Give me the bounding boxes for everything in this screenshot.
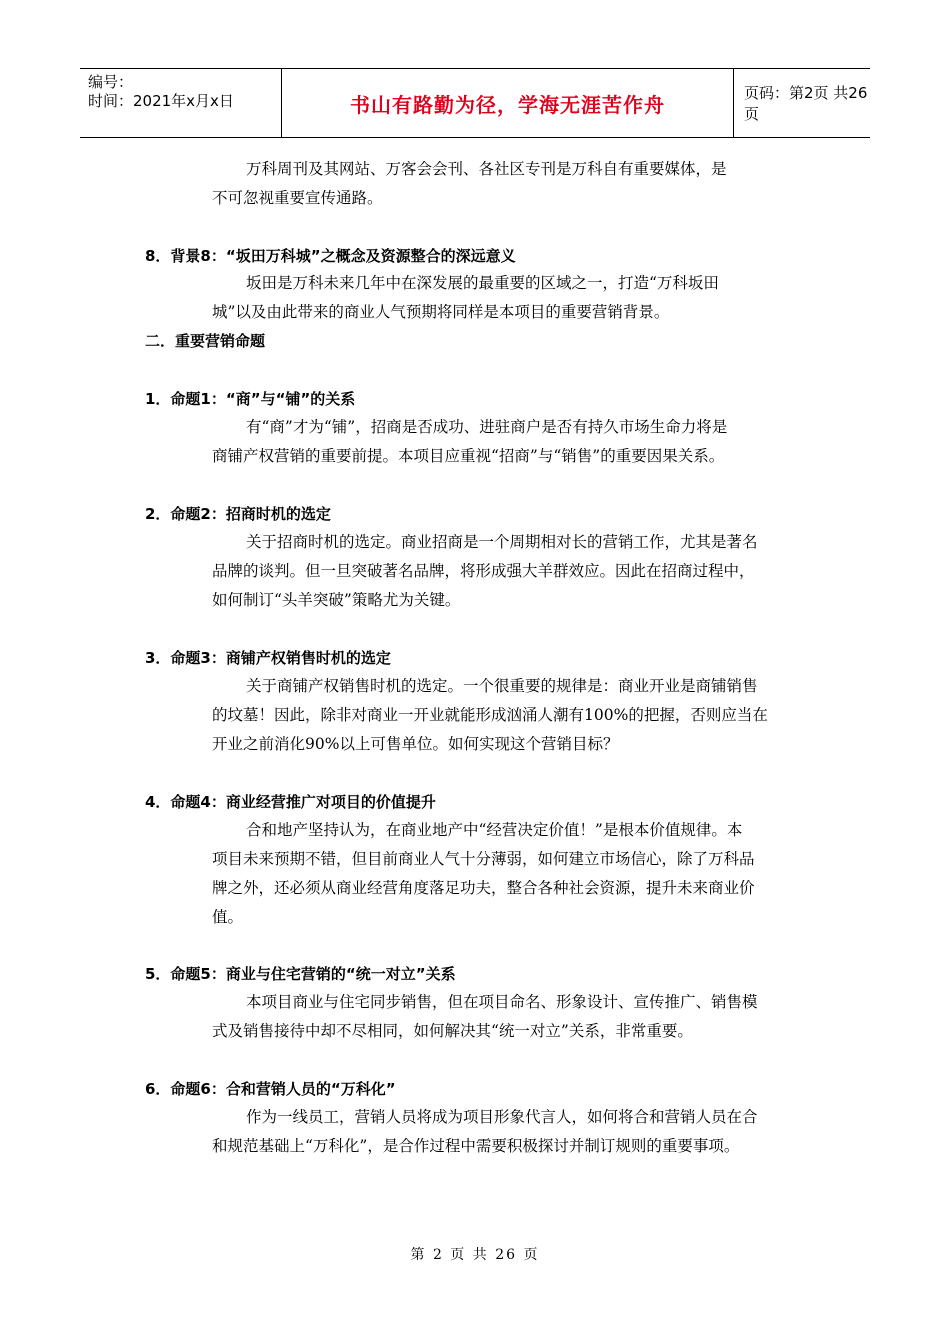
paragraph-line: 的坟墓！因此，除非对商业一开业就能形成汹涌人潮有100%的把握，否则应当在 (212, 706, 768, 724)
paragraph-topic-3 (212, 672, 832, 759)
section-heading-topic-4: 4．命题4：商业经营推广对项目的价值提升 (145, 793, 436, 811)
section-heading-topic-5: 5．命题5：商业与住宅营销的“统一对立”关系 (145, 965, 456, 983)
paragraph-line: 值。 (212, 908, 244, 926)
section-heading-topic-6: 6．命题6：合和营销人员的“万科化” (145, 1080, 396, 1098)
header-meta-cell (80, 69, 282, 137)
paragraph-line: 城”以及由此带来的商业人气预期将同样是本项目的重要营销背景。 (212, 303, 670, 321)
page-header (80, 68, 870, 138)
motto-text: 书山有路勤为径，学海无涯苦作舟 (350, 92, 665, 117)
paragraph-topic-2 (212, 528, 832, 615)
section-heading-topic-3: 3．命题3：商铺产权销售时机的选定 (145, 649, 391, 667)
paragraph-line: 开业之前消化90%以上可售单位。如何实现这个营销目标？ (212, 735, 619, 753)
chapter-heading-marketing-topics: 二．重要营销命题 (145, 332, 266, 350)
paragraph-line: 合和地产坚持认为，在商业地产中“经营决定价值！”是根本价值规律。本 (246, 821, 743, 839)
paragraph-line: 关于商铺产权销售时机的选定。一个很重要的规律是：商业开业是商铺销售 (246, 677, 758, 695)
paragraph-line: 牌之外，还必须从商业经营角度落足功夫，整合各种社会资源，提升未来商业价 (212, 879, 755, 897)
paragraph-line: 项目未来预期不错，但目前商业人气十分薄弱，如何建立市场信心，除了万科品 (212, 850, 755, 868)
paragraph-line: 和规范基础上“万科化”，是合作过程中需要积极探讨并制订规则的重要事项。 (212, 1137, 740, 1155)
section-heading-topic-2: 2．命题2：招商时机的选定 (145, 505, 331, 523)
paragraph-line: 如何制订“头羊突破”策略尤为关键。 (212, 591, 461, 609)
paragraph-line: 式及销售接待中却不尽相同，如何解决其“统一对立”关系，非常重要。 (212, 1022, 693, 1040)
paragraph-topic-6 (212, 1103, 832, 1161)
paragraph-line: 品牌的谈判。但一旦突破著名品牌，将形成强大羊群效应。因此在招商过程中， (212, 562, 755, 580)
paragraph-line: 作为一线员工，营销人员将成为项目形象代言人，如何将合和营销人员在合 (246, 1108, 758, 1126)
paragraph-line: 本项目商业与住宅同步销售，但在项目命名、形象设计、宣传推广、销售模 (246, 993, 758, 1011)
paragraph-line: 不可忽视重要宣传通路。 (212, 189, 383, 207)
section-heading-topic-1: 1．命题1：“商”与“铺”的关系 (145, 390, 356, 408)
page-info-text: 页码：第2页 共26页 (744, 84, 868, 123)
paragraph-line: 坂田是万科未来几年中在深发展的最重要的区域之一，打造“万科坂田 (246, 274, 719, 292)
paragraph-bantian (212, 269, 812, 327)
page-footer: 第 2 页 共 26 页 (410, 1247, 540, 1263)
document-number-label: 编号： (88, 73, 134, 91)
header-motto-cell (282, 69, 734, 137)
paragraph-topic-5 (212, 988, 832, 1046)
paragraph-topic-4 (212, 816, 832, 932)
paragraph-line: 有“商”才为“铺”，招商是否成功、进驻商户是否有持久市场生命力将是 (246, 418, 728, 436)
document-date-label: 时间：2021年x月x日 (88, 92, 234, 110)
paragraph-line: 关于招商时机的选定。商业招商是一个周期相对长的营销工作，尤其是著名 (246, 533, 758, 551)
paragraph-line: 商铺产权营销的重要前提。本项目应重视“招商”与“销售”的重要因果关系。 (212, 447, 725, 465)
header-page-cell (734, 69, 870, 137)
paragraph-media (212, 155, 812, 213)
paragraph-line: 万科周刊及其网站、万客会会刊、各社区专刊是万科自有重要媒体，是 (246, 160, 727, 178)
paragraph-topic-1 (212, 413, 832, 471)
section-heading-background-8: 8．背景8：“坂田万科城”之概念及资源整合的深远意义 (145, 247, 516, 265)
